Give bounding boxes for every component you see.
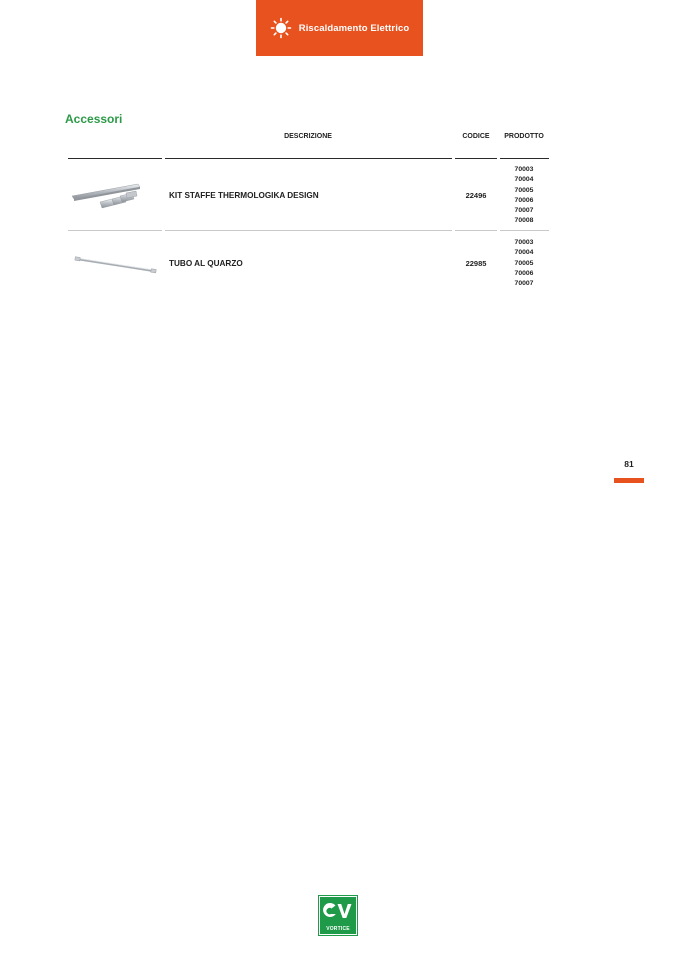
product-code: 70006 (514, 196, 534, 204)
page-number: 81 (624, 459, 634, 469)
column-rule-descrizione (165, 158, 452, 159)
category-title: Riscaldamento Elettrico (298, 22, 410, 34)
page-number-bar (614, 478, 644, 483)
row-divider (165, 230, 452, 231)
wall-brackets-kit-image (68, 178, 162, 214)
sun-icon (270, 17, 292, 39)
product-code: 70007 (514, 280, 534, 288)
vortice-logo (319, 896, 357, 935)
vortice-logo-text: VORTICE (326, 926, 350, 932)
product-code: 70003 (514, 166, 534, 173)
row-divider (455, 230, 497, 231)
section-title: Accessori (65, 112, 123, 126)
column-header-descrizione: DESCRIZIONE (284, 133, 332, 140)
row-product-list (499, 238, 549, 289)
category-header-tab (256, 0, 423, 56)
vortice-logo-mark (320, 899, 355, 923)
product-code: 70006 (514, 269, 534, 277)
column-rule-codice (455, 158, 497, 159)
column-header-codice: CODICE (462, 133, 490, 140)
product-code: 70004 (514, 249, 534, 257)
row-description: TUBO AL QUARZO (169, 259, 243, 268)
column-rule-prodotto (500, 158, 549, 159)
row-divider (500, 230, 549, 231)
product-code: 70005 (514, 186, 534, 194)
product-code: 70004 (514, 176, 534, 184)
column-rule-image (68, 158, 162, 159)
row-product-list (499, 165, 549, 227)
product-code: 70007 (514, 207, 534, 215)
row-description: KIT STAFFE THERMOLOGIKA DESIGN (169, 191, 319, 200)
row-code: 22496 (465, 191, 487, 200)
product-code: 70008 (514, 217, 534, 225)
product-code: 70003 (514, 239, 534, 246)
quartz-tube-image (68, 252, 162, 276)
column-header-prodotto: PRODOTTO (504, 133, 544, 140)
row-divider (68, 230, 162, 231)
row-code: 22985 (465, 259, 487, 268)
product-code: 70005 (514, 259, 534, 267)
